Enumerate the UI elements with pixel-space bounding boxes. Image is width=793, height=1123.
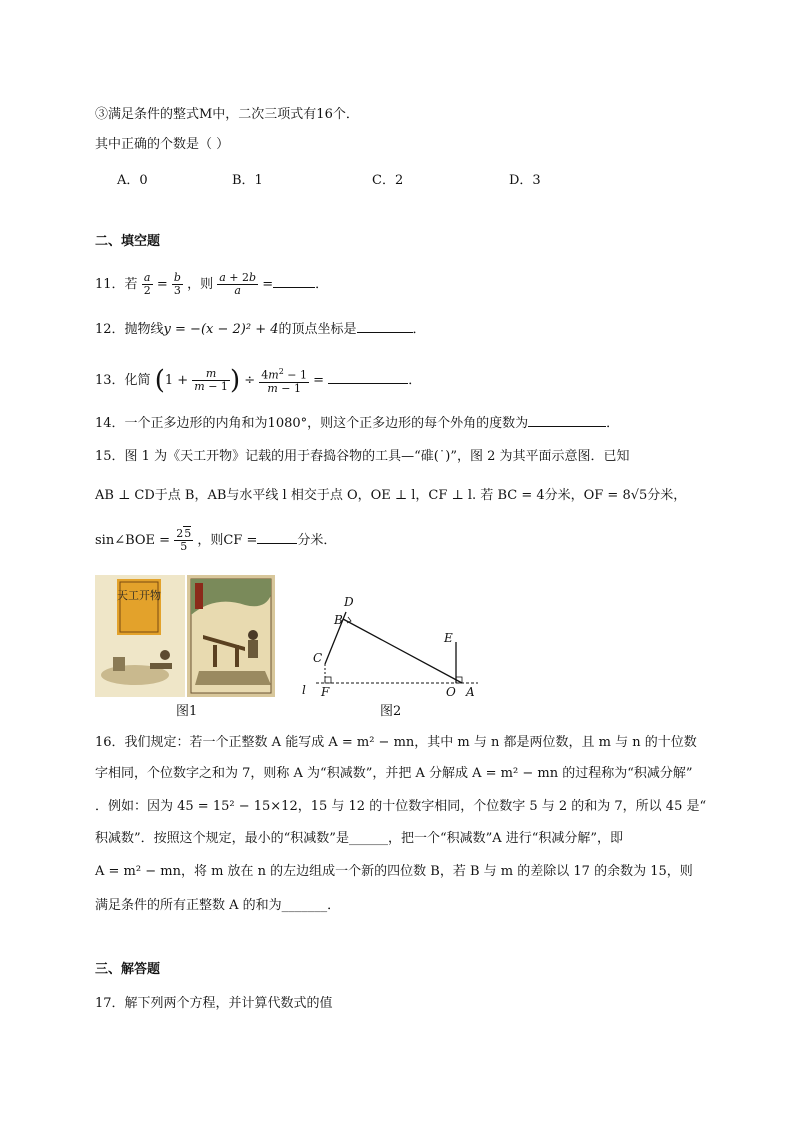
question-16-line1: 16．我们规定：若一个正整数 A 能写成 A = m² − mn，其中 m 与 n 都是两位数，且 m 与 n 的十位数 [95,735,697,750]
section-solution-title: 三、解答题 [95,962,161,977]
question-15-line2: AB ⊥ CD于点 B，AB与水平线 l 相交于点 O，OE ⊥ l，CF ⊥ l. 若 BC = 4分米，OF = 8√5分米， [95,488,687,503]
figure-1-caption: 图1 [176,704,198,719]
question-16-line5: A = m² − mn，将 m 放在 n 的左边组成一个新的四位数 B，若 B 与 m 的差除以 17 的余数为 15，则 [95,864,693,879]
question-16-line4: 积减数”．按照这个规定，最小的“积减数”是______，把一个“积减数”A 进行“积减分解”，即 [95,831,624,846]
label-C: C [313,651,323,665]
question-15-line1: 15．图 1 为《天工开物》记载的用于舂捣谷物的工具—“碓(˙)”，图 2 为其平面示意图．已知 [95,449,630,464]
option-d: D．3 [509,173,541,188]
question-14: 14．一个正多边形的内角和为1080°，则这个正多边形的每个外角的度数为 ． [95,416,620,431]
figure-2-diagram [296,590,486,702]
label-l: l [302,683,306,697]
question-16-line3: ．例如：因为 45 = 15² − 15×12，15 与 12 的十位数字相同，个位数字 5 与 2 的和为 7，所以 45 是“ [95,799,707,814]
segment-BA [343,619,462,683]
question-11: 11．若 $\frac{a}{2}$ = $\frac{b}{3}$ ，则 $\frac{a + 2b}{a}$ = ． [95,271,329,297]
book-title: 天工开物 [117,589,161,602]
question-13: 13．化简 (1 + $\frac{m}{m - 1}$ ) ÷ $\frac{4m^2 - 1}{m - 1}$ = ． [95,365,422,396]
q10-prompt: 其中正确的个数是（ ） [95,137,230,152]
section-fill-blank-title: 二、填空题 [95,234,161,249]
question-16-line2: 字相同，个位数字之和为 7，则称 A 为“积减数”，并把 A 分解成 A = m² − mn 的过程称为“积减分解” [95,766,693,781]
question-17: 17．解下列两个方程，并计算代数式的值 [95,996,333,1011]
label-A: A [466,685,475,699]
option-b: B．1 [232,173,263,188]
question-15-line3: sin∠BOE = $\frac{25}{5}$ ，则CF = 分米． [95,527,337,553]
figure-2-caption: 图2 [380,704,402,719]
label-F: F [321,685,330,699]
label-D: D [344,595,354,609]
label-B: B [334,613,343,627]
label-O: O [446,685,456,699]
q10-item3: ③满足条件的整式M中，二次三项式有16个． [95,107,359,122]
option-a: A．0 [117,173,148,188]
figure-1-image [95,575,275,697]
label-E: E [444,631,453,645]
question-12: 12．抛物线y = −(x − 2)² + 4的顶点坐标是 ． [95,322,426,337]
question-16-line6: 满足条件的所有正整数 A 的和为_______． [95,898,341,913]
option-c: C．2 [372,173,404,188]
